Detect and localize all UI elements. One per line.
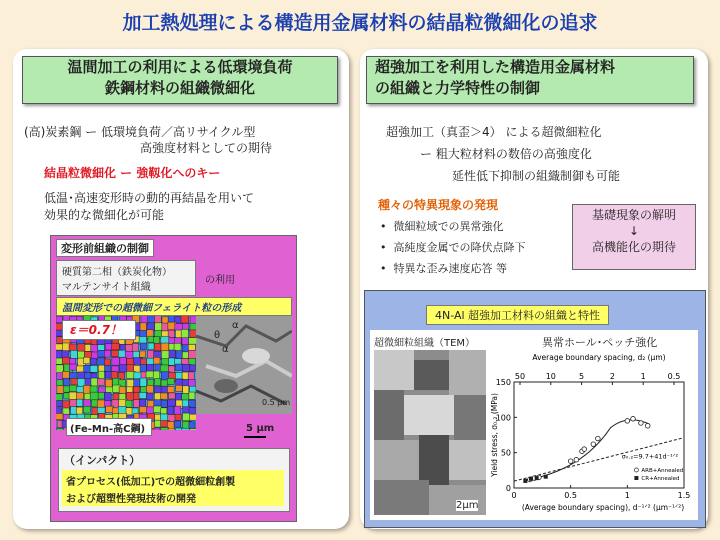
data-point-arb [596, 436, 601, 441]
grain-cell [155, 420, 161, 427]
grain-cell [56, 394, 62, 401]
data-point-arb [568, 459, 573, 464]
data-point-cr [529, 477, 533, 481]
right-intro-line2: ー 粗大粒材料の数倍の高強度化 [420, 147, 592, 161]
grain-cell [111, 371, 117, 379]
grain-cell [154, 357, 160, 364]
grain-cell [98, 350, 105, 357]
fit-label: σ₀.₂=9.7+41d⁻¹ᐟ² [621, 452, 679, 461]
grain-cell [98, 392, 104, 399]
phenomena-bullet-2: • 高純度金属での降伏点降下 [380, 241, 526, 254]
grain-cell [119, 387, 126, 394]
top-tick-label: 10 [545, 372, 556, 381]
data-point-cr [535, 476, 539, 480]
legend-label: CR+Annealed [641, 476, 680, 482]
grain-cell [97, 407, 105, 413]
grain-cell [71, 378, 78, 385]
grain-cell [127, 380, 134, 388]
right-header-line1: 超強加工を利用した構造用金属材料 [375, 58, 616, 76]
grain-cell [188, 338, 196, 345]
x-tick-label: 0 [511, 491, 517, 500]
grain-cell [167, 386, 174, 392]
grain-cell [71, 350, 78, 358]
ferrite-label: 温間変形での超微細フェライト粒の形成 [62, 303, 242, 314]
grain-cell [63, 378, 69, 386]
grain-cell [77, 399, 83, 406]
grain-cell [69, 373, 76, 379]
top-tick-label: 0.5 [667, 372, 681, 381]
grain-cell [105, 379, 112, 387]
grain-cell [154, 316, 161, 324]
data-point-arb [574, 457, 579, 462]
grain-cell [147, 364, 154, 372]
expect-line2: 高機能化の期待 [591, 240, 676, 254]
grain-cell [175, 372, 182, 378]
grain-cell [161, 343, 169, 351]
data-point-arb [645, 424, 650, 429]
grain-cell [97, 378, 105, 385]
grain-cell [155, 323, 162, 331]
grain-cell [161, 380, 168, 386]
y-tick-label: 50 [500, 448, 511, 458]
grain-cell [181, 316, 189, 323]
grain-cell [161, 400, 167, 407]
grain-cell [169, 350, 175, 358]
tem-micrograph-right [374, 350, 486, 515]
left-intro-line1: (高)炭素鋼 ー 低環境負荷／高リサイクル型 [24, 125, 256, 139]
left-header-line1: 温間加工の利用による低環境負荷 [67, 58, 293, 76]
grain-cell [112, 357, 120, 365]
scale-large: 5 μm [246, 423, 275, 434]
phase-line1: 硬質第二相（鉄炭化物） [62, 267, 172, 278]
phase-line2: マルテンサイト組織 [62, 282, 151, 293]
top-tick-label: 1 [640, 372, 646, 381]
data-point-arb [631, 416, 636, 421]
grain-cell [182, 393, 189, 400]
grain-cell [190, 414, 196, 420]
grain-cell [56, 413, 63, 419]
grain-cell [168, 330, 174, 337]
grain-cell [112, 343, 120, 350]
impact-title: （インパクト） [64, 454, 141, 467]
grain-cell [153, 406, 161, 413]
right-header-line2: の組織と力学特性の制御 [375, 79, 541, 97]
y-tick-label: 0 [505, 484, 511, 493]
grain-cell [57, 401, 63, 407]
grain-cell [182, 400, 188, 407]
grain-cell [168, 316, 175, 322]
strain-label: ε＝0.7！ [70, 323, 122, 337]
phenomena-bullet-2-text: 高純度金属での降伏点降下 [393, 241, 526, 254]
grain-cell [105, 365, 111, 371]
right-intro-line3: 延性低下抑制の組織制御も可能 [452, 169, 621, 183]
hall-petch-label: 異常ホール･ペッチ強化 [542, 336, 658, 349]
tem-label: 超微細粒組織（TEM） [374, 338, 476, 349]
right-figure-title: 4N-Al 超強加工材料の組織と特性 [426, 305, 609, 325]
expectation-box [572, 204, 696, 270]
grain-cell [188, 350, 196, 358]
grain-cell [97, 400, 105, 408]
data-point-arb [582, 447, 587, 452]
grain-cell [76, 392, 83, 399]
grain-cell [176, 351, 182, 359]
grain-cell [153, 337, 159, 344]
top-axis-label: Average boundary spacing, d₂ (μm) [532, 353, 666, 362]
left-header [22, 56, 338, 104]
expect-line1: 基礎現象の解明 [591, 208, 676, 222]
data-point-arb [639, 421, 644, 426]
grain-cell [139, 351, 145, 357]
grain-cell [168, 406, 174, 414]
grain-cell [90, 366, 97, 373]
grain-cell [175, 406, 181, 415]
tem-scale-label: 2μm [456, 500, 479, 511]
data-point-arb [625, 419, 630, 424]
phenomena-bullet-3: • 特異な歪み速度応答 等 [380, 262, 507, 275]
phenomena-bullet-1-text: 微細粒域での異常強化 [393, 220, 504, 233]
theta-label: θ [214, 330, 221, 341]
grain-cell [181, 428, 189, 430]
use-label: の利用 [205, 275, 235, 286]
grain-cell [160, 428, 168, 430]
impact-line1: 省プロセス(低加工)での超微細粒創製 [66, 477, 236, 488]
right-header [366, 56, 694, 104]
x-tick-label: 0.5 [564, 491, 578, 500]
grain-cell [182, 352, 188, 359]
left-highlight: 結晶粒微細化 ー 強靱化へのキー [44, 166, 221, 180]
grain-cell [91, 358, 97, 365]
x-tick-label: 1.5 [677, 491, 691, 500]
expect-arrow: ↓ [628, 224, 640, 238]
grain-cell [168, 429, 174, 430]
phenomena-title: 種々の特異現象の発現 [378, 198, 499, 212]
grain-cell [83, 406, 90, 413]
y-axis-label: Yield stress, σ₀.₂ (MPa) [490, 393, 499, 477]
phenomena-bullet-3-text: 特異な歪み速度応答 等 [393, 262, 507, 275]
scale-large-bar [244, 436, 266, 438]
grain-cell [147, 379, 153, 386]
grain-cell [160, 365, 168, 373]
grain-cell [190, 429, 196, 430]
x-axis-label: (Average boundary spacing), d⁻¹ᐟ² (μm⁻¹ᐟ²) [521, 503, 685, 512]
grain-cell [98, 365, 105, 372]
grain-cell [175, 364, 183, 370]
legend-marker-cr [634, 476, 638, 480]
control-label: 変形前組織の制御 [56, 239, 154, 257]
page-title: 加工熱処理による構造用金属材料の結晶粒微細化の追求 [122, 12, 598, 34]
grain-cell [140, 343, 146, 350]
grain-cell [132, 343, 138, 351]
grain-cell [174, 343, 181, 351]
y-tick-label: 150 [495, 378, 511, 387]
grain-cell [148, 316, 155, 323]
alpha-label-2: α [222, 344, 229, 355]
grain-cell [154, 343, 161, 350]
grain-cell [182, 338, 188, 345]
grain-cell [148, 343, 154, 350]
grain-cell [104, 350, 111, 357]
trend-curve [525, 420, 650, 480]
grain-cell [188, 372, 194, 380]
grain-cell [189, 392, 195, 399]
grain-cell [183, 413, 190, 421]
grain-cell [181, 329, 188, 338]
top-tick-label: 5 [579, 372, 585, 381]
data-point-arb [591, 442, 596, 447]
right-intro-line1: 超強加工（真歪＞4） による超微細粒化 [386, 125, 602, 139]
grain-cell [168, 400, 176, 407]
grain-cell [147, 407, 155, 414]
top-tick-label: 2 [609, 372, 615, 381]
grain-cell [98, 371, 104, 379]
grain-cell [176, 385, 183, 391]
grain-cell [120, 357, 127, 365]
scale-small: 0.5 μm [262, 398, 291, 407]
left-desc-line2: 効果的な微細化が可能 [44, 208, 165, 222]
grain-cell [154, 428, 160, 430]
material-label: (Fe-Mn-高C鋼) [70, 424, 146, 435]
grain-cell [57, 428, 64, 430]
grain-cell [84, 357, 90, 364]
grain-cell [139, 406, 146, 412]
grain-cell [154, 400, 161, 406]
grain-cell [161, 408, 167, 414]
grain-cell [139, 399, 145, 406]
hall-petch-chart [488, 348, 698, 520]
grain-cell [119, 394, 126, 400]
grain-cell [155, 379, 161, 386]
impact-line2: および超塑性発現技術の開発 [66, 494, 196, 505]
data-point-cr [544, 475, 548, 479]
y-tick-label: 100 [495, 413, 511, 423]
x-tick-label: 1 [624, 491, 630, 500]
left-desc-line1: 低温･高速変形時の動的再結晶を用いて [44, 191, 255, 205]
grain-cell [141, 316, 148, 323]
grain-cell [161, 393, 168, 399]
grain-cell [183, 386, 189, 394]
grain-cell [182, 364, 190, 371]
grain-cell [167, 378, 174, 384]
legend-marker-arb [634, 468, 638, 472]
grain-cell [175, 414, 181, 420]
data-point-cr [523, 479, 527, 483]
grain-cell [168, 393, 175, 399]
phenomena-bullet-1: • 微細粒域での異常強化 [380, 220, 504, 233]
legend-label: ARB+Annealed [641, 468, 684, 474]
left-intro-line2: 高強度材料としての期待 [140, 141, 273, 155]
alpha-label-1: α [232, 320, 239, 331]
grain-cell [189, 400, 196, 407]
grain-cell [140, 378, 147, 386]
grain-cell [146, 393, 153, 400]
grain-cell [174, 421, 181, 427]
top-tick-label: 50 [514, 372, 526, 381]
grain-cell [126, 400, 132, 407]
left-header-line2: 鉄鋼材料の組織微細化 [104, 79, 255, 97]
grain-cell [153, 371, 160, 379]
